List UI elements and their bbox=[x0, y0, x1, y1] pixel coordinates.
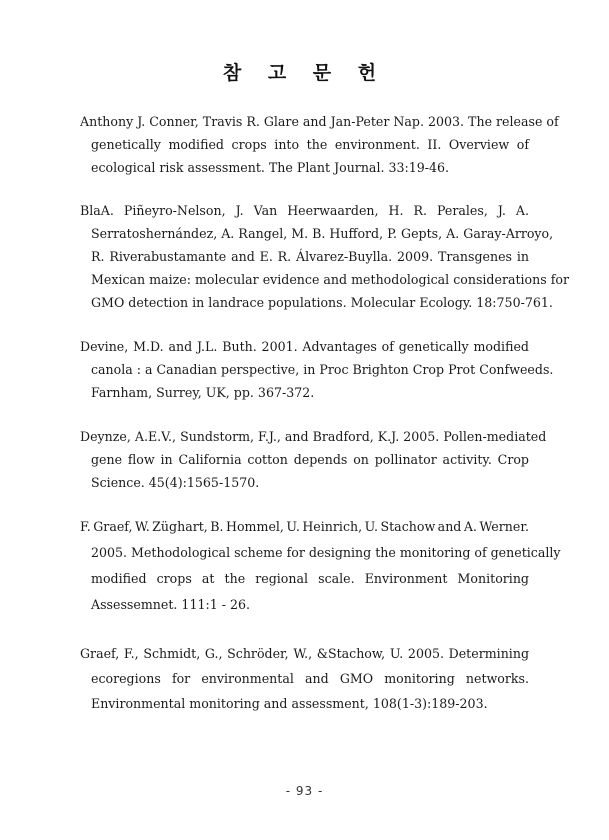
reference-line: Farnham, Surrey, UK, pp. 367-372. bbox=[91, 385, 315, 400]
reference-line: GMO detection in landrace populations. Molecular Ecology. 18:750-761. bbox=[91, 295, 553, 310]
reference-line: Assessemnet. 111:1 - 26. bbox=[91, 597, 251, 612]
reference-line: Deynze, A.E.V., Sundstorm, F.J., and Bradford, K.J. 2005. Pollen-mediated bbox=[80, 429, 547, 444]
reference-line: Environmental monitoring and assessment, 108(1-3):189-203. bbox=[91, 696, 488, 711]
page-title: 참 고 문 헌 bbox=[222, 62, 387, 84]
reference-line: Science. 45(4):1565-1570. bbox=[91, 475, 260, 490]
reference-line: Devine, M.D. and J.L. Buth. 2001. Advantages of genetically modified bbox=[80, 339, 529, 354]
reference-line: 2005. Methodological scheme for designing the monitoring of genetically bbox=[91, 545, 561, 560]
reference-line: Anthony J. Conner, Travis R. Glare and Jan-Peter Nap. 2003. The release of bbox=[80, 114, 559, 129]
reference-line: R. Riverabustamante and E. R. Álvarez-Buylla. 2009. Transgenes in bbox=[91, 249, 529, 264]
reference-line: ecological risk assessment. The Plant Journal. 33:19-46. bbox=[91, 160, 450, 175]
reference-line: ecoregions for environmental and GMO monitoring networks. bbox=[91, 671, 529, 686]
reference-line: F. Graef, W. Züghart, B. Hommel, U. Heinrich, U. Stachow and A. Werner. bbox=[80, 519, 529, 534]
reference-line: gene flow in California cotton depends on pollinator activity. Crop bbox=[91, 452, 529, 467]
reference-line: modified crops at the regional scale. Environment Monitoring bbox=[91, 571, 529, 586]
reference-line: genetically modified crops into the environment. II. Overview of bbox=[91, 137, 529, 152]
reference-line: Graef, F., Schmidt, G., Schröder, W., &Stachow, U. 2005. Determining bbox=[80, 646, 529, 661]
page-number: - 93 - bbox=[285, 784, 324, 798]
reference-line: BlaA. Piñeyro-Nelson, J. Van Heerwaarden, H. R. Perales, J. A. bbox=[80, 203, 529, 218]
reference-line: Mexican maize: molecular evidence and methodological considerations for bbox=[91, 272, 569, 287]
reference-line: Serratoshernández, A. Rangel, M. B. Hufford, P. Gepts, A. Garay-Arroyo, bbox=[91, 226, 554, 241]
reference-line: canola : a Canadian perspective, in Proc Brighton Crop Prot Confweeds. bbox=[91, 362, 554, 377]
